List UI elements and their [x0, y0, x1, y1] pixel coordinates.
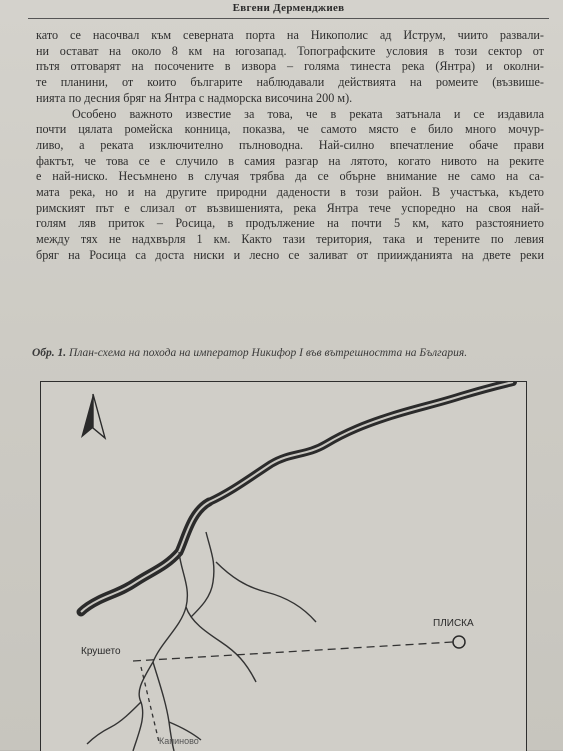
north-arrow-icon [81, 394, 105, 438]
text-line: те планини, от които българите наблюдавали действията на ромеите (възвише- [36, 75, 544, 90]
figure-label: Обр. 1. [32, 347, 67, 359]
text-line: бряг на Росица са доста ниски и лесно се заливат от приижданията на двете реки [36, 247, 544, 262]
text-line: ливо, а реката изключително пълноводна. Най-силно впечатление обаче прави [36, 137, 544, 152]
text-line: римският път е слизал от възвишенията, река Янтра тече успоредно на своя най- [36, 200, 544, 215]
tributary-rivers [87, 532, 316, 751]
text-line: е най-ниско. Несъмнено в случая трябва да се обърне внимание не само на са- [36, 169, 544, 184]
text-line: голям ляв приток – Росица, в продължение на почти 5 км, като разстоянието [36, 216, 544, 231]
figure-caption [32, 346, 532, 360]
text-line: като се насочвал към северната порта на Никополис ад Иструм, чиито развали- [36, 28, 544, 42]
paragraph-2 [36, 107, 544, 264]
figure-caption-text: План-схема на похода на император Никифор I във вътрешността на България. [69, 347, 468, 359]
place-label-krushetto: Крушето [81, 646, 121, 657]
running-header [28, 2, 549, 19]
map-figure [40, 381, 527, 751]
place-label-kapinovo: Капиново [159, 736, 199, 746]
text-line: ни остават на около 8 км на югозапад. Топографските условия в този сектор от [36, 43, 544, 58]
pliska-marker-icon [453, 636, 465, 648]
map-drawing [41, 382, 526, 751]
text-line: мата река, но и на другите природни дадености в този район. В участъка, където [36, 185, 544, 200]
text-line: нията по десния бряг на Янтра с надморска височина 200 м). [36, 90, 353, 105]
text-line: Особено важното известие за това, че в реката затънала и се издавила [72, 106, 544, 121]
text-line: фактът, че това се е случило в самия разгар на лятото, когато нивото на реките [36, 153, 544, 168]
river-danube [81, 382, 513, 612]
text-line: пътя отговарят на посочените в извора – голяма тинеста река (Янтра) и околни- [36, 59, 544, 74]
text-line: почти цялата ромейска конница, показва, че самото място е било много мочур- [36, 122, 544, 137]
text-line: между тях не надхвърля 1 км. Както тази територия, така и терените по левия [36, 232, 544, 247]
body-text [36, 28, 544, 264]
running-title: Евгени Дерменджиев [232, 2, 345, 14]
paragraph-1 [36, 28, 544, 107]
place-label-pliska: ПЛИСКА [433, 618, 474, 629]
